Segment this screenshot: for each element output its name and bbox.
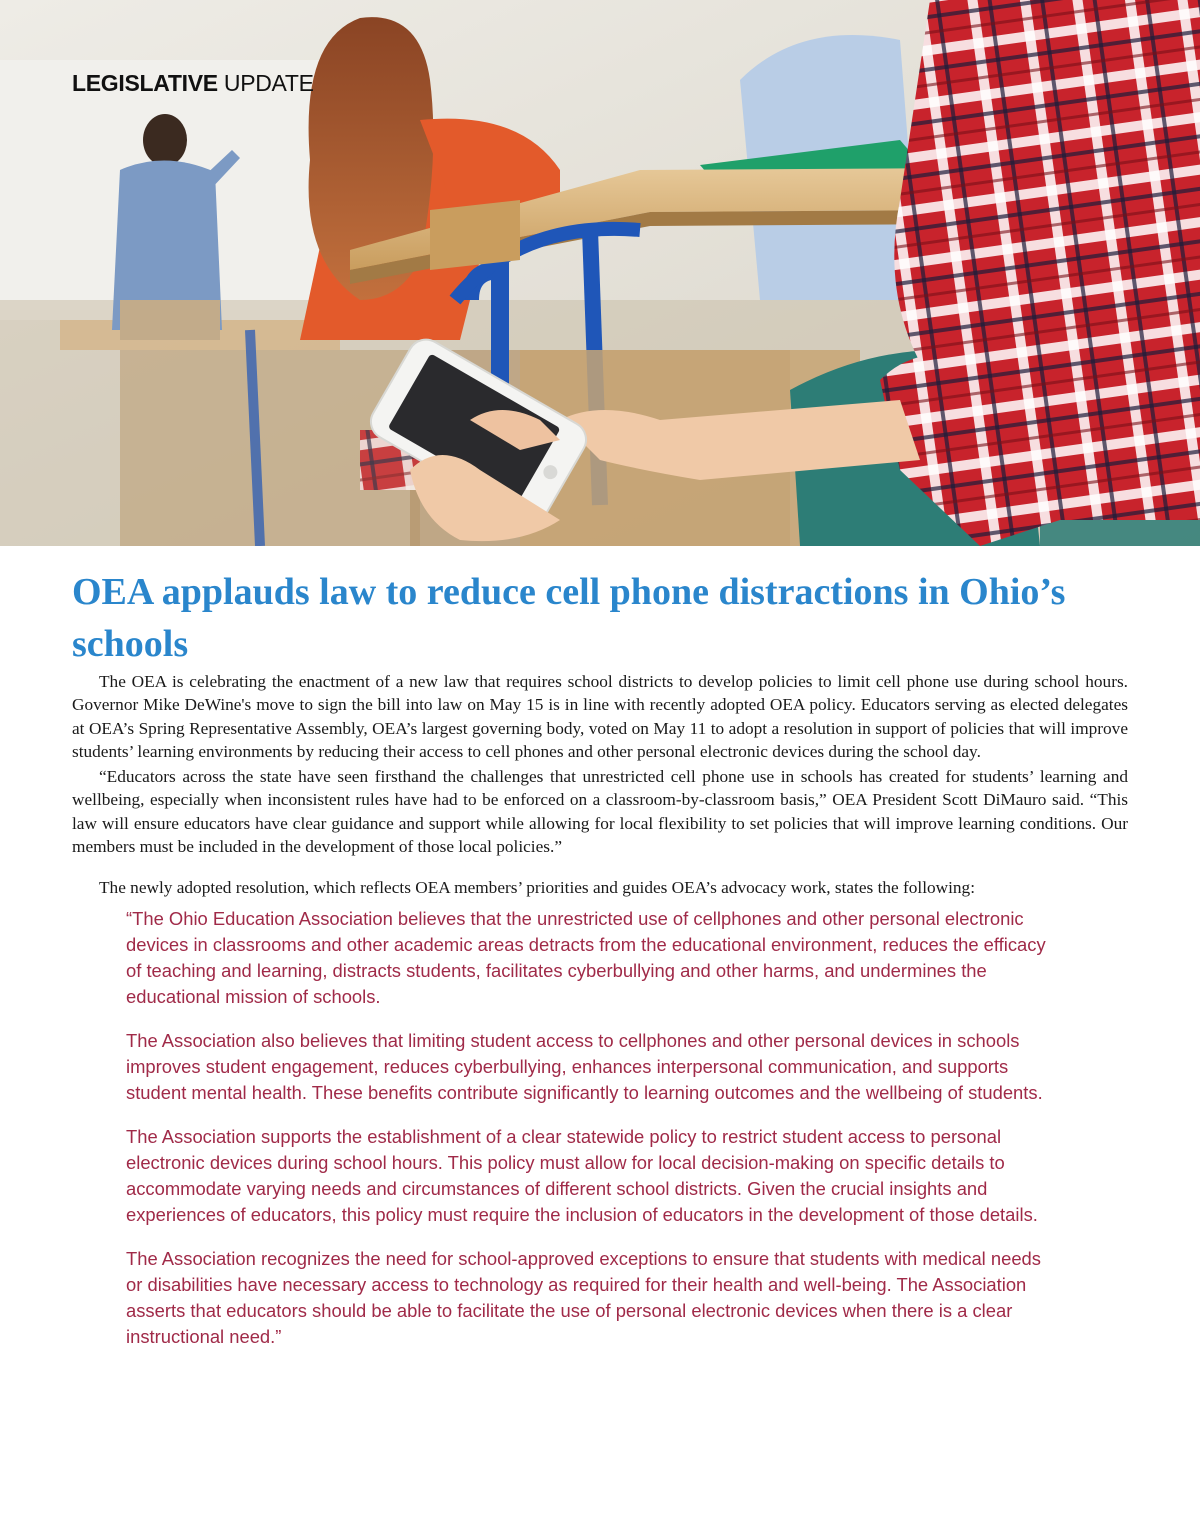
- resolution-paragraph: The Association also believes that limiting student access to cellphones and other personal devices in schools improves student engagement, reduces cyberbullying, enhances interpersonal communication, and supports student mental health. These benefits contribute significantly to learning outcomes and the wellbeing of students.: [126, 1029, 1043, 1103]
- resolution-quote: [126, 906, 1056, 1350]
- body-paragraph: “Educators across the state have seen firsthand the challenges that unrestricted cell phone use in schools has created for students’ learning and wellbeing, especially when inconsistent rules have had to be enforced on a classroom-by-classroom basis,” OEA President Scott DiMauro said. “This law will ensure educators have clear guidance and support while allowing for local flexibility to set policies that will improve learning conditions. Our members must be included in the development of those local policies.”: [72, 767, 1128, 857]
- hero-photo: [0, 0, 1200, 546]
- resolution-paragraph: The Association recognizes the need for school-approved exceptions to ensure that students with medical needs or disabilities have necessary access to technology as required for their health and well-being. The Association asserts that educators should be able to facilitate the use of personal electronic devices when there is a clear instructional need.”: [126, 1247, 1041, 1347]
- resolution-lead-in: The newly adopted resolution, which reflects OEA members’ priorities and guides OEA’s advocacy work, states the following:: [99, 878, 975, 898]
- section-label-bold: LEGISLATIVE: [72, 70, 218, 96]
- article-headline: OEA applauds law to reduce cell phone distractions in Ohio’s schools: [72, 571, 1066, 665]
- section-label: [72, 70, 314, 97]
- resolution-paragraph: The Association supports the establishment of a clear statewide policy to restrict student access to personal electronic devices during school hours. This policy must allow for local decision-making on specific details to accommodate varying needs and circumstances of different school districts. Given the crucial insights and experiences of educators, this policy must require the inclusion of educators in the development of those details.: [126, 1125, 1038, 1225]
- resolution-paragraph: “The Ohio Education Association believes that the unrestricted use of cellphones and other personal electronic devices in classrooms and other academic areas detracts from the educational environment, reduces the efficacy of teaching and learning, distracts students, facilitates cyberbullying and other harms, and undermines the educational mission of schools.: [126, 907, 1046, 1007]
- body-paragraph: The OEA is celebrating the enactment of a new law that requires school districts to develop policies to limit cell phone use during school hours. Governor Mike DeWine's move to sign the bill into law on May 15 is in line with recently adopted OEA policy. Educators serving as elected delegates at OEA’s Spring Representative Assembly, OEA’s largest governing body, voted on May 11 to adopt a resolution in support of policies that will improve students’ learning environments by reducing their access to cell phones and other personal electronic devices during the school day.: [72, 672, 1128, 761]
- article: [72, 566, 1128, 1368]
- section-label-light: UPDATE: [223, 70, 314, 96]
